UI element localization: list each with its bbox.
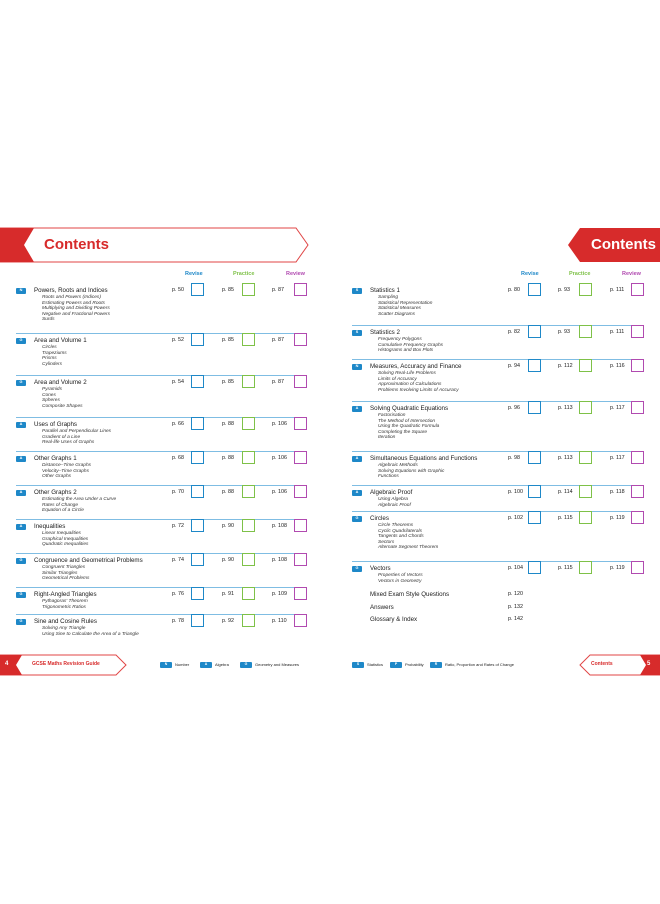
subtopic: Alternate Segment Theorem bbox=[378, 545, 439, 551]
review-page-ref: p. 110 bbox=[272, 618, 287, 624]
extra-page-ref: p. 132 bbox=[508, 603, 523, 610]
practice-checkbox[interactable] bbox=[242, 375, 255, 388]
subtopic: Other Graphs bbox=[42, 474, 72, 480]
subtopic: Negative and Fractional Powers bbox=[42, 311, 110, 317]
practice-page-ref: p. 85 bbox=[222, 337, 234, 343]
subtopic: Surds bbox=[42, 317, 55, 323]
subtopic: Composite Shapes bbox=[42, 403, 83, 409]
section-title: Statistics 1 bbox=[370, 287, 400, 294]
section-title: Uses of Graphs bbox=[34, 421, 77, 428]
review-checkbox[interactable] bbox=[631, 511, 644, 524]
revise-page-ref: p. 104 bbox=[508, 565, 523, 571]
revise-page-ref: p. 68 bbox=[172, 455, 184, 461]
section-title: Other Graphs 2 bbox=[34, 489, 77, 496]
section-title: Solving Quadratic Equations bbox=[370, 405, 449, 412]
legend-label: Number bbox=[175, 662, 190, 667]
revise-checkbox[interactable] bbox=[528, 561, 541, 574]
review-page-ref: p. 108 bbox=[272, 523, 287, 529]
revise-page-ref: p. 98 bbox=[508, 455, 520, 461]
subtopic: Using Algebra bbox=[378, 497, 408, 502]
review-page-ref: p. 108 bbox=[272, 557, 287, 563]
section-title: Vectors bbox=[370, 565, 391, 572]
right-review-header: Review bbox=[622, 271, 641, 277]
section-badge: A bbox=[16, 490, 26, 496]
section-badge: G bbox=[16, 558, 26, 564]
section-title: Circles bbox=[370, 515, 389, 522]
revise-page-ref: p. 94 bbox=[508, 363, 520, 369]
revise-page-ref: p. 100 bbox=[508, 489, 523, 495]
section-title: Statistics 2 bbox=[370, 329, 400, 336]
practice-checkbox[interactable] bbox=[242, 519, 255, 532]
review-checkbox[interactable] bbox=[294, 417, 307, 430]
review-page-ref: p. 87 bbox=[272, 287, 284, 293]
revise-checkbox[interactable] bbox=[528, 283, 541, 296]
practice-page-ref: p. 112 bbox=[558, 363, 573, 369]
left-review-header: Review bbox=[286, 271, 305, 277]
practice-checkbox[interactable] bbox=[579, 485, 592, 498]
section-title: Area and Volume 1 bbox=[34, 337, 87, 344]
section-title: Right-Angled Triangles bbox=[34, 591, 97, 598]
section-divider bbox=[352, 561, 644, 562]
revise-page-ref: p. 96 bbox=[508, 405, 520, 411]
revise-checkbox[interactable] bbox=[528, 451, 541, 464]
section-badge: S bbox=[352, 330, 362, 336]
legend-label: Geometry and Measures bbox=[255, 662, 300, 667]
revise-checkbox[interactable] bbox=[191, 451, 204, 464]
revise-page-ref: p. 78 bbox=[172, 618, 184, 624]
revise-checkbox[interactable] bbox=[191, 485, 204, 498]
section-title: Simultaneous Equations and Functions bbox=[370, 455, 478, 462]
legend-label: Algebra bbox=[215, 662, 229, 667]
right-page-number: 5 bbox=[647, 661, 651, 667]
section-badge: A bbox=[352, 490, 362, 496]
review-checkbox[interactable] bbox=[294, 375, 307, 388]
subtopic: Solving Equations with Graphic bbox=[378, 468, 445, 474]
revise-checkbox[interactable] bbox=[191, 553, 204, 566]
practice-checkbox[interactable] bbox=[579, 325, 592, 338]
review-checkbox[interactable] bbox=[631, 451, 644, 464]
revise-checkbox[interactable] bbox=[528, 485, 541, 498]
section-divider bbox=[16, 519, 307, 520]
section-divider bbox=[352, 359, 644, 360]
extra-page-ref: p. 120 bbox=[508, 591, 523, 597]
subtopic: Sectors bbox=[378, 539, 395, 545]
review-page-ref: p. 87 bbox=[272, 337, 284, 343]
revise-checkbox[interactable] bbox=[191, 614, 204, 627]
practice-checkbox[interactable] bbox=[242, 614, 255, 627]
practice-page-ref: p. 93 bbox=[558, 287, 570, 293]
section-badge: G bbox=[352, 516, 362, 522]
subtopic: The Method of Intersection bbox=[378, 418, 436, 424]
practice-checkbox[interactable] bbox=[242, 417, 255, 430]
subtopic: Limits of Accuracy bbox=[378, 376, 417, 382]
left-page-title: Contents bbox=[44, 236, 109, 253]
section-badge: A bbox=[16, 456, 26, 462]
subtopic: Cylinders bbox=[42, 361, 62, 367]
subtopic: Tangents and Chords bbox=[378, 534, 424, 540]
section-divider bbox=[16, 451, 307, 452]
review-page-ref: p. 111 bbox=[610, 287, 625, 293]
review-checkbox[interactable] bbox=[631, 283, 644, 296]
subtopic: Similar Triangles bbox=[42, 570, 78, 576]
subtopic: Congruent Triangles bbox=[42, 565, 86, 570]
practice-page-ref: p. 92 bbox=[222, 618, 234, 624]
subtopic: Iteration bbox=[378, 435, 396, 441]
review-checkbox[interactable] bbox=[294, 485, 307, 498]
review-checkbox[interactable] bbox=[631, 561, 644, 574]
review-page-ref: p. 109 bbox=[272, 591, 287, 597]
subtopic: Problems Involving Limits of Accuracy bbox=[378, 387, 459, 393]
section-badge: N bbox=[352, 364, 362, 370]
revise-page-ref: p. 74 bbox=[172, 557, 184, 563]
legend-badge: S bbox=[352, 662, 364, 668]
section-divider bbox=[352, 511, 644, 512]
review-page-ref: p. 119 bbox=[610, 565, 625, 571]
subtopic: Trigonometric Ratios bbox=[42, 604, 86, 610]
practice-checkbox[interactable] bbox=[242, 333, 255, 346]
subtopic: Statistical Measures bbox=[378, 306, 421, 312]
review-page-ref: p. 106 bbox=[272, 455, 287, 461]
section-title: Powers, Roots and Indices bbox=[34, 287, 108, 294]
practice-page-ref: p. 115 bbox=[558, 515, 573, 521]
legend-badge: A bbox=[200, 662, 212, 668]
section-badge: A bbox=[352, 456, 362, 462]
section-divider bbox=[16, 375, 307, 376]
subtopic: Histograms and Box Plots bbox=[378, 348, 434, 354]
subtopic: Solving Any Triangle bbox=[42, 626, 86, 631]
practice-checkbox[interactable] bbox=[579, 451, 592, 464]
review-page-ref: p. 111 bbox=[610, 329, 625, 335]
subtopic: Cones bbox=[42, 392, 56, 398]
left-practice-header: Practice bbox=[233, 271, 255, 277]
section-title: Other Graphs 1 bbox=[34, 455, 77, 462]
practice-page-ref: p. 113 bbox=[558, 405, 573, 411]
section-badge: N bbox=[16, 288, 26, 294]
review-page-ref: p. 106 bbox=[272, 421, 287, 427]
left-page-number: 4 bbox=[5, 661, 9, 667]
review-checkbox[interactable] bbox=[294, 587, 307, 600]
right-revise-header: Revise bbox=[521, 271, 539, 277]
practice-checkbox[interactable] bbox=[242, 283, 255, 296]
review-page-ref: p. 118 bbox=[610, 489, 625, 495]
practice-page-ref: p. 90 bbox=[222, 557, 234, 563]
extra-title: Answers bbox=[370, 603, 394, 611]
section-badge: G bbox=[16, 619, 26, 625]
subtopic: Properties of Vectors bbox=[378, 573, 423, 578]
review-checkbox[interactable] bbox=[631, 325, 644, 338]
section-badge: G bbox=[16, 592, 26, 598]
subtopic: Using Sine to Calculate the Area of a Triangle bbox=[42, 631, 139, 637]
legend-badge: P bbox=[390, 662, 402, 668]
right-practice-header: Practice bbox=[569, 271, 591, 277]
review-checkbox[interactable] bbox=[294, 283, 307, 296]
section-title: Sine and Cosine Rules bbox=[34, 618, 97, 625]
section-badge: S bbox=[352, 288, 362, 294]
review-checkbox[interactable] bbox=[294, 451, 307, 464]
practice-checkbox[interactable] bbox=[579, 401, 592, 414]
review-page-ref: p. 116 bbox=[610, 363, 625, 369]
practice-checkbox[interactable] bbox=[242, 587, 255, 600]
section-divider bbox=[352, 485, 644, 486]
legend-label: Probability bbox=[405, 662, 424, 667]
legend-badge: G bbox=[240, 662, 252, 668]
subtopic: Parallel and Perpendicular Lines bbox=[42, 429, 112, 434]
section-badge: G bbox=[16, 380, 26, 386]
practice-page-ref: p. 88 bbox=[222, 489, 234, 495]
practice-page-ref: p. 113 bbox=[558, 455, 573, 461]
section-divider bbox=[352, 401, 644, 402]
section-badge: A bbox=[352, 406, 362, 412]
revise-page-ref: p. 66 bbox=[172, 421, 184, 427]
review-page-ref: p. 117 bbox=[610, 405, 625, 411]
section-title: Measures, Accuracy and Finance bbox=[370, 363, 462, 370]
right-footer-label: Contents bbox=[591, 661, 613, 667]
subtopic: Estimating the Area Under a Curve bbox=[42, 497, 117, 502]
subtopic: Circles bbox=[42, 345, 57, 350]
subtopic: Frequency Polygons bbox=[378, 337, 422, 342]
revise-page-ref: p. 72 bbox=[172, 523, 184, 529]
review-page-ref: p. 87 bbox=[272, 379, 284, 385]
subtopic: Trapeziums bbox=[42, 350, 67, 356]
section-title: Area and Volume 2 bbox=[34, 379, 87, 386]
section-title: Inequalities bbox=[34, 523, 66, 530]
section-divider bbox=[16, 553, 307, 554]
section-badge: G bbox=[16, 338, 26, 344]
book-title: GCSE Maths Revision Guide bbox=[32, 661, 100, 667]
practice-checkbox[interactable] bbox=[579, 283, 592, 296]
revise-checkbox[interactable] bbox=[191, 519, 204, 532]
subtopic: Gradient of a Line bbox=[42, 434, 81, 440]
subtopic: Prisms bbox=[42, 356, 57, 362]
revise-page-ref: p. 70 bbox=[172, 489, 184, 495]
practice-page-ref: p. 91 bbox=[222, 591, 234, 597]
practice-page-ref: p. 85 bbox=[222, 287, 234, 293]
subtopic: Geometrical Problems bbox=[42, 576, 90, 582]
subtopic: Vectors in Geometry bbox=[378, 578, 422, 584]
subtopic: Completing the Square bbox=[378, 429, 428, 435]
practice-page-ref: p. 88 bbox=[222, 421, 234, 427]
section-divider bbox=[352, 451, 644, 452]
review-checkbox[interactable] bbox=[631, 359, 644, 372]
practice-checkbox[interactable] bbox=[242, 553, 255, 566]
revise-checkbox[interactable] bbox=[191, 375, 204, 388]
subtopic: Functions bbox=[378, 474, 399, 480]
subtopic: Cyclic Quadrilaterals bbox=[378, 528, 422, 534]
subtopic: Equation of a Circle bbox=[42, 508, 84, 514]
revise-checkbox[interactable] bbox=[528, 511, 541, 524]
subtopic: Pythagoras' Theorem bbox=[42, 599, 88, 604]
right-page-title: Contents bbox=[591, 236, 656, 253]
subtopic: Quadratic Inequalities bbox=[42, 542, 89, 548]
practice-page-ref: p. 114 bbox=[558, 489, 573, 495]
extra-page-ref: p. 142 bbox=[508, 616, 523, 622]
practice-checkbox[interactable] bbox=[579, 561, 592, 574]
section-title: Algebraic Proof bbox=[370, 489, 413, 496]
review-checkbox[interactable] bbox=[294, 553, 307, 566]
section-badge: A bbox=[16, 422, 26, 428]
revise-checkbox[interactable] bbox=[528, 359, 541, 372]
subtopic: Statistical Representation bbox=[378, 300, 433, 306]
subtopic: Scatter Diagrams bbox=[378, 311, 416, 317]
revise-checkbox[interactable] bbox=[191, 417, 204, 430]
revise-page-ref: p. 50 bbox=[172, 287, 184, 293]
extra-title: Glossary & Index bbox=[370, 616, 418, 623]
section-divider bbox=[16, 587, 307, 588]
practice-page-ref: p. 93 bbox=[558, 329, 570, 335]
practice-page-ref: p. 90 bbox=[222, 523, 234, 529]
subtopic: Roots and Powers (Indices) bbox=[42, 295, 101, 300]
revise-page-ref: p. 80 bbox=[508, 287, 520, 293]
section-divider bbox=[16, 485, 307, 486]
subtopic: Pyramids bbox=[42, 387, 62, 392]
subtopic: Circle Theorems bbox=[378, 523, 414, 528]
revise-checkbox[interactable] bbox=[528, 325, 541, 338]
subtopic: Using the Quadratic Formula bbox=[378, 424, 440, 430]
section-badge: A bbox=[16, 524, 26, 530]
revise-page-ref: p. 76 bbox=[172, 591, 184, 597]
revise-page-ref: p. 54 bbox=[172, 379, 184, 385]
review-page-ref: p. 119 bbox=[610, 515, 625, 521]
subtopic: Algebraic Methods bbox=[378, 463, 418, 468]
subtopic: Estimating Powers and Roots bbox=[42, 300, 105, 306]
section-divider bbox=[16, 333, 307, 334]
revise-checkbox[interactable] bbox=[528, 401, 541, 414]
section-divider bbox=[16, 614, 307, 615]
review-checkbox[interactable] bbox=[631, 401, 644, 414]
revise-page-ref: p. 52 bbox=[172, 337, 184, 343]
subtopic: Spheres bbox=[42, 398, 60, 404]
revise-page-ref: p. 102 bbox=[508, 515, 523, 521]
section-badge: G bbox=[352, 566, 362, 572]
revise-page-ref: p. 82 bbox=[508, 329, 520, 335]
practice-checkbox[interactable] bbox=[242, 485, 255, 498]
legend-label: Statistics bbox=[367, 662, 384, 667]
practice-page-ref: p. 88 bbox=[222, 455, 234, 461]
practice-checkbox[interactable] bbox=[579, 511, 592, 524]
review-page-ref: p. 106 bbox=[272, 489, 287, 495]
revise-checkbox[interactable] bbox=[191, 283, 204, 296]
subtopic: Graphical Inequalities bbox=[42, 536, 89, 542]
subtopic: Factorisation bbox=[378, 413, 406, 418]
revise-checkbox[interactable] bbox=[191, 587, 204, 600]
section-title: Congruence and Geometrical Problems bbox=[34, 557, 143, 564]
practice-page-ref: p. 85 bbox=[222, 379, 234, 385]
subtopic: Approximation of Calculations bbox=[378, 382, 442, 388]
left-revise-header: Revise bbox=[185, 271, 203, 277]
legend-label: Ratio, Proportion and Rates of Change bbox=[445, 662, 514, 667]
practice-checkbox[interactable] bbox=[242, 451, 255, 464]
legend-badge: R bbox=[430, 662, 442, 668]
section-divider bbox=[16, 417, 307, 418]
subtopic: Sampling bbox=[378, 295, 398, 300]
subtopic: Solving Real-Life Problems bbox=[378, 371, 436, 376]
subtopic: Real-life Uses of Graphs bbox=[42, 440, 95, 446]
subtopic: Distance–Time Graphs bbox=[42, 463, 92, 468]
review-checkbox[interactable] bbox=[294, 519, 307, 532]
practice-checkbox[interactable] bbox=[579, 359, 592, 372]
review-checkbox[interactable] bbox=[294, 333, 307, 346]
section-divider bbox=[352, 325, 644, 326]
legend-badge: N bbox=[160, 662, 172, 668]
subtopic: Rates of Change bbox=[42, 502, 79, 508]
subtopic: Linear Inequalities bbox=[42, 531, 81, 536]
review-checkbox[interactable] bbox=[294, 614, 307, 627]
review-page-ref: p. 117 bbox=[610, 455, 625, 461]
practice-page-ref: p. 115 bbox=[558, 565, 573, 571]
subtopic: Multiplying and Dividing Powers bbox=[42, 306, 110, 312]
subtopic: Velocity–Time Graphs bbox=[42, 468, 89, 474]
revise-checkbox[interactable] bbox=[191, 333, 204, 346]
subtopic: Algebraic Proof bbox=[378, 502, 411, 508]
subtopic: Cumulative Frequency Graphs bbox=[378, 342, 444, 348]
extra-title: Mixed Exam Style Questions bbox=[370, 591, 450, 598]
review-checkbox[interactable] bbox=[631, 485, 644, 498]
